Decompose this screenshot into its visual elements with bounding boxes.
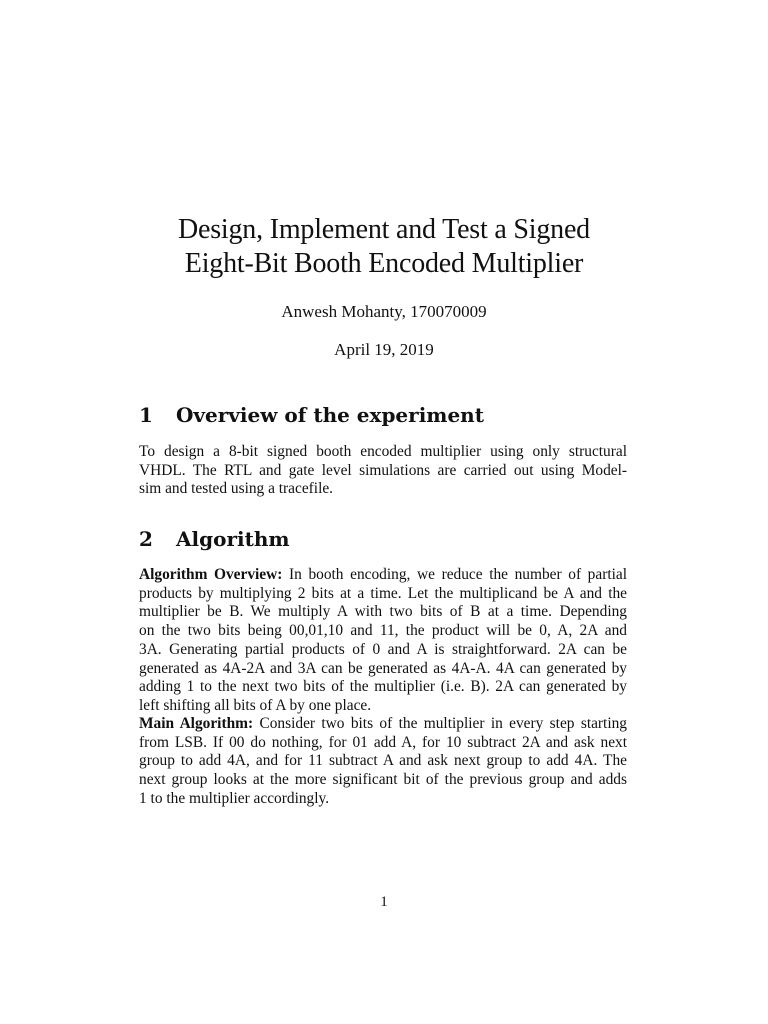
date-line: April 19, 2019: [334, 340, 434, 359]
algorithm-overview-line: adding 1 to the next two bits of the multiplier (i.e. B). 2A can generated by: [139, 678, 627, 696]
section-1-title: Overview of the experiment: [176, 403, 484, 427]
main-algorithm-line: next group looks at the more significant bit of the previous group and adds: [139, 771, 627, 789]
algorithm-overview-line: on the two bits being 00,01,10 and 11, the product will be 0, A, 2A and: [139, 622, 627, 640]
algorithm-overview-line: generated as 4A-2A and 3A can be generated as 4A-A. 4A can generated by: [139, 659, 627, 677]
document-title: [0, 213, 768, 281]
algorithm-overview-first-text: In booth encoding, we reduce the number of partial: [282, 566, 627, 583]
title-line-1: Design, Implement and Test a Signed: [177, 214, 590, 245]
algorithm-overview-line: multiplier be B. We multiply A with two bits of B at a time. Depending: [139, 603, 627, 621]
main-algorithm-line: from LSB. If 00 do nothing, for 01 add A, for 10 subtract 2A and ask next: [139, 733, 627, 751]
section-2-heading: [139, 526, 290, 552]
section-1-number: 1: [139, 403, 153, 427]
page-number: 1: [380, 894, 388, 910]
section-2-title: Algorithm: [176, 527, 290, 551]
main-algorithm-line: group to add 4A, and for 11 subtract A and ask next group to add 4A. The: [139, 752, 627, 770]
algorithm-overview-paragraph: [139, 566, 627, 716]
algorithm-overview-lead: Algorithm Overview:: [139, 566, 283, 583]
author-line: Anwesh Mohanty, 170070009: [281, 302, 487, 321]
overview-line: sim and tested using a tracefile.: [139, 480, 334, 498]
algorithm-overview-line: 3A. Generating partial products of 0 and A is straightforward. 2A can be: [139, 640, 627, 658]
main-algorithm-line: 1 to the multiplier accordingly.: [139, 789, 330, 807]
algorithm-overview-line: left shifting all bits of A by one place.: [139, 696, 372, 714]
section-2-number: 2: [139, 527, 153, 551]
main-algorithm-first-text: Consider two bits of the multiplier in every step starting: [253, 715, 627, 732]
overview-paragraph: [139, 443, 627, 499]
main-algorithm-lead: Main Algorithm:: [139, 715, 254, 732]
section-1-heading: [139, 402, 484, 428]
main-algorithm-paragraph: [139, 715, 627, 809]
algorithm-overview-first-line: [139, 566, 627, 585]
overview-line: To design a 8-bit signed booth encoded multiplier using only structural: [139, 443, 627, 460]
algorithm-overview-line: products by multiplying 2 bits at a time. Let the multiplicand be A and the: [139, 584, 627, 602]
overview-line: VHDL. The RTL and gate level simulations are carried out using Model-: [139, 461, 627, 479]
title-line-2: Eight-Bit Booth Encoded Multiplier: [184, 248, 584, 279]
main-algorithm-first-line: [139, 715, 627, 734]
